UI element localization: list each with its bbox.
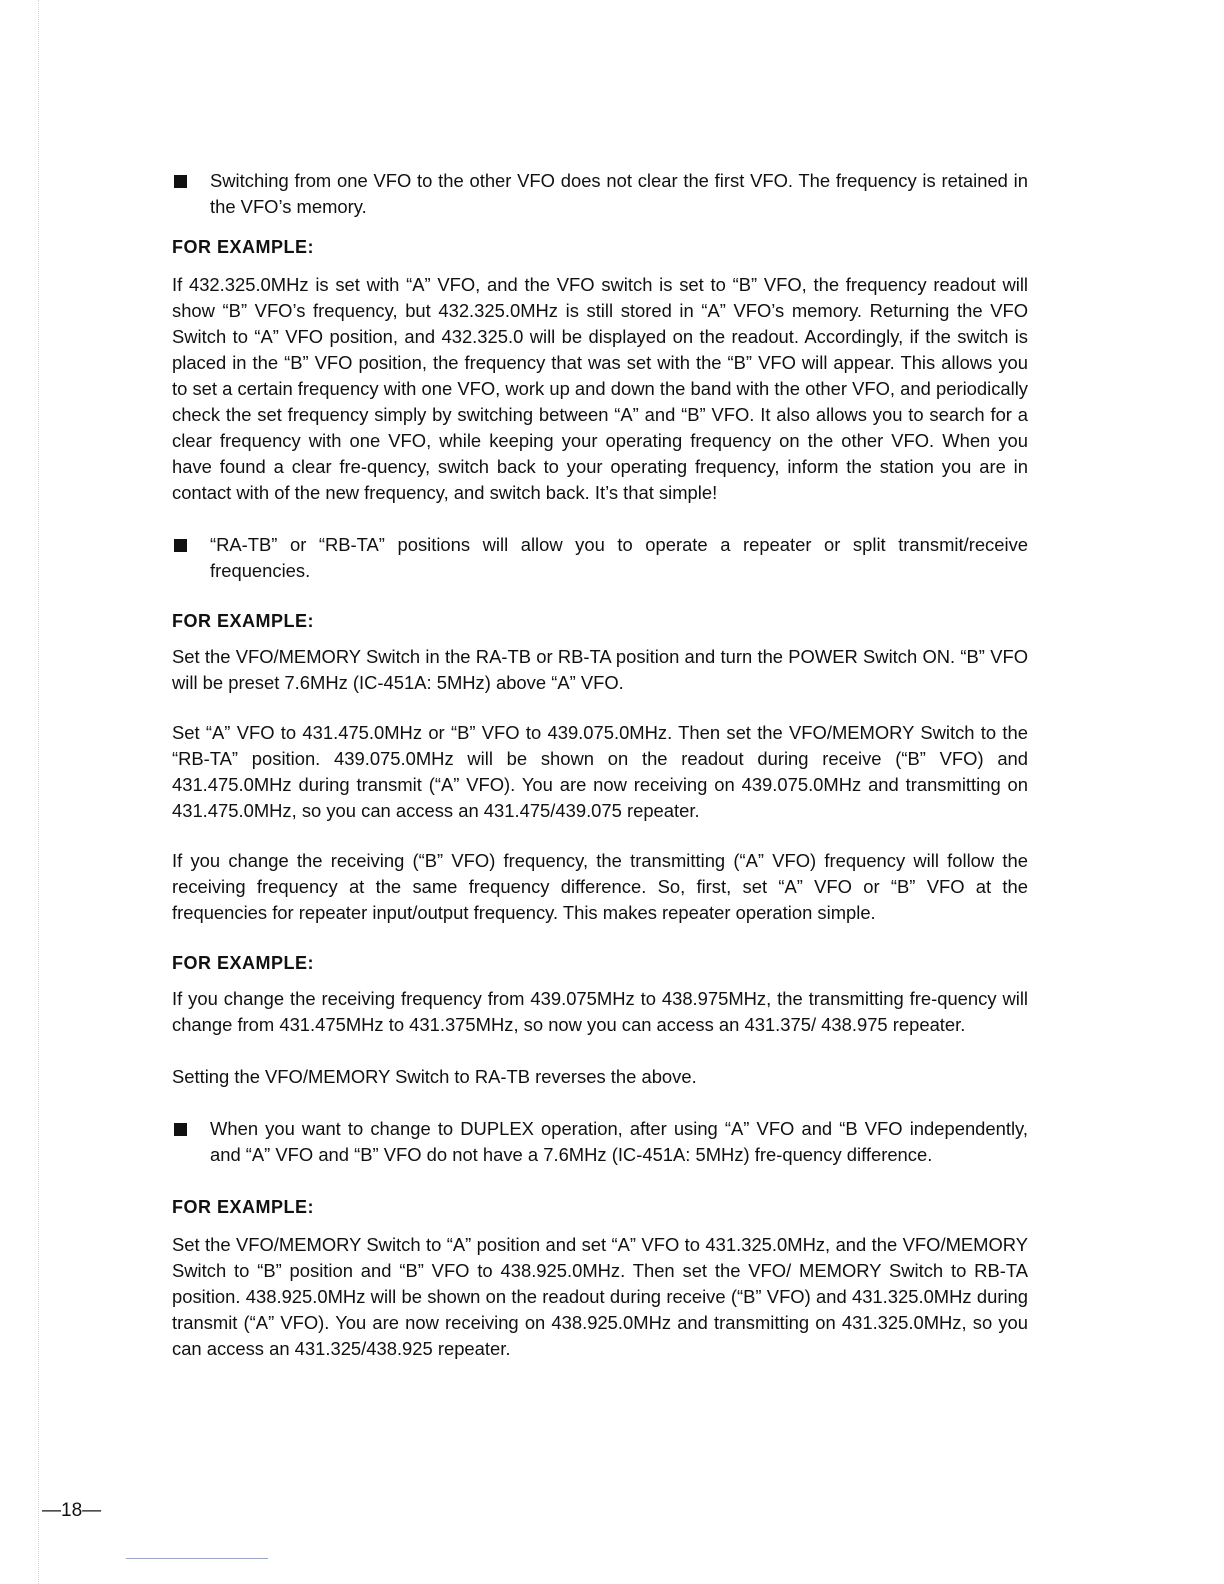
square-bullet-icon [174,1123,187,1136]
page-content [172,164,1028,1362]
example-heading: FOR EXAMPLE: [172,1197,315,1217]
example-heading: FOR EXAMPLE: [172,611,315,631]
bullet-duplex [172,1116,1028,1168]
paragraph-vfo-memory-example: If 432.325.0MHz is set with “A” VFO, and the VFO switch is set to “B” VFO, the frequency readout will show “B” VFO’s frequency, but 432.325.0MHz is still stored in “A” VFO’s memory. Returning the VFO Switch to “A” VFO position, and 432.325.0 will be displayed on the readout. Accordingly, if the switch is placed in the “B” VFO position, the frequency that was set with the “B” VFO will appear. This allows you to set a certain frequency with one VFO, work up and down the band with the other VFO, and periodically check the set frequency simply by switching between “A” and “B” VFO. It also allows you to search for a clear frequency with one VFO, while keeping your operating frequency on the other VFO. When you have found a clear fre-quency, switch back to your operating frequency, inform the station you are in contact with of the new frequency, and switch back. It’s that simple! [172,274,1028,503]
paragraph-change-receiving: If you change the receiving frequency from 439.075MHz to 438.975MHz, the transmitting fre-quency will change from 431.475MHz to 431.375MHz, so now you can access an 431.375/ 438.975 repeater. [172,988,1028,1035]
binding-edge-line [38,0,39,1584]
bullet-text: Switching from one VFO to the other VFO does not clear the first VFO. The frequency is retained in the VFO’s memory. [210,170,1028,217]
paragraph-follow-frequency: If you change the receiving (“B” VFO) frequency, the transmitting (“A” VFO) frequency will follow the receiving frequency at the same frequency difference. So, first, set “A” VFO or “B” VFO at the frequencies for repeater input/output frequency. This makes repeater operation simple. [172,850,1028,923]
page-number: —18— [42,1500,102,1521]
paragraph-duplex-example: Set the VFO/MEMORY Switch to “A” position and set “A” VFO to 431.325.0MHz, and the VFO/MEMORY Switch to “B” position and “B” VFO to 438.925.0MHz. Then set the VFO/ MEMORY Switch to RB-TA position. 438.925.0MHz will be shown on the readout during receive (“B” VFO) and 431.325.0MHz during transmit (“A” VFO). You are now receiving on 438.925.0MHz and transmitting on 431.325.0MHz, so you can access an 431.325/438.925 repeater. [172,1234,1028,1359]
paragraph-reverse: Setting the VFO/MEMORY Switch to RA-TB reverses the above. [172,1066,697,1087]
square-bullet-icon [174,539,187,552]
bullet-split-positions [172,532,1028,584]
paragraph-preset-offset: Set the VFO/MEMORY Switch in the RA-TB or RB-TA position and turn the POWER Switch ON. “B” VFO will be preset 7.6MHz (IC-451A: 5MHz) above “A” VFO. [172,646,1028,693]
bullet-text: When you want to change to DUPLEX operation, after using “A” VFO and “B VFO independently, and “A” VFO and “B” VFO do not have a 7.6MHz (IC-451A: 5MHz) fre-quency difference. [210,1118,1028,1165]
example-heading: FOR EXAMPLE: [172,237,315,257]
example-heading: FOR EXAMPLE: [172,953,315,973]
bullet-vfo-switching [172,168,1028,220]
paragraph-repeater-setup: Set “A” VFO to 431.475.0MHz or “B” VFO to 439.075.0MHz. Then set the VFO/MEMORY Switch to the “RB-TA” position. 439.075.0MHz will be shown on the readout during receive (“B” VFO) and 431.475.0MHz during transmit (“A” VFO). You are now receiving on 439.075.0MHz and transmitting on 431.475.0MHz, so you can access an 431.475/439.075 repeater. [172,722,1028,821]
bullet-text: “RA-TB” or “RB-TA” positions will allow you to operate a repeater or split transmit/receive frequencies. [210,534,1028,581]
square-bullet-icon [174,175,187,188]
footer-line [126,1558,268,1559]
